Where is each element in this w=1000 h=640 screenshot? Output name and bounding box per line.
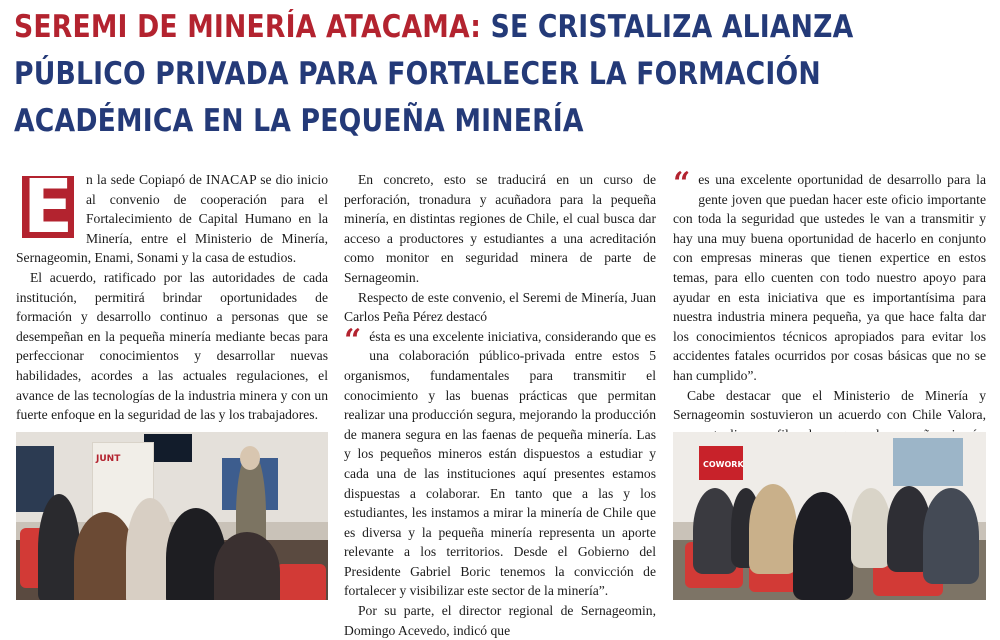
paragraph-chile-valora: Cabe destacar que el Ministerio de Minería y Sernageomin sostuvieron un acuerdo con Chile Valora, [673,387,986,423]
paragraph-intro: n la sede Copiapó de INACAP se dio inicio al convenio de cooperación para el Fortalecimiento de Capital Humano en la Minería, entre el Ministerio de Minería, Sernageomin, Enami, Sonami y la casa de estudios. [16,172,328,266]
photo2-sign-text: COWORK [703,460,744,469]
headline-blue-part: SE CRISTALIZA ALIANZA PÚBLICO PRIVADA PARA FORTALECER LA FORMACIÓN ACADÉMICA EN LA PEQUEÑA MINERÍA [14,9,854,139]
article-headline [14,4,986,145]
photo1-banner-text: JUNT [96,454,121,464]
drop-cap: E [22,176,74,238]
article-column-1 [16,170,328,425]
sernageomin-quote [673,166,986,386]
article-column-3 [673,166,986,464]
paragraph-course: En concreto, esto se traducirá en un curso de perforación, tronadura y acuñadora para la pequeña minería, en distintas regiones de Chile, el cual busca dar acceso a productores y estudiantes a una acreditación como monitor en seguridad minera de parte de Sernageomin. [344,172,656,285]
paragraph-sernageomin-intro: Por su parte, el director regional de Sernageomin, Domingo Acevedo, indicó que [344,603,656,638]
headline-red-part: SEREMI DE MINERÍA ATACAMA: [14,9,482,45]
quote-mark-icon: “ [673,166,691,201]
article-column-2 [344,170,656,640]
paragraph-agreement: El acuerdo, ratificado por las autoridades de cada institución, permitirá brindar oportunidades de formación y desarrollo continuo a personas que se desempeñan en la pequeña minería mediante becas para perfeccionar conocimientos y desarrollar nuevas habilidades, acordes a las actuales regulaciones, el avance de las tecnologías de la industria minera y con un fuerte enfoque en la seguridad de las y los trabajadores. [16,269,328,423]
seremi-quote-text: ésta es una excelente iniciativa, considerando que es una colaboración público-privada entre estos 5 organismos, fundamentales para transmitir el conocimiento y las buenas prácticas que permitan realizar una producción segura, mejorando la producción de manera segura en las faenas de pequeña minería. Las y los pequeños mineros están dispuestos a estudiar y cada una de las instituciones aquí presentes estamos dispuestas a colaborar. En tanto que a las y los estudiantes, les instamos a mirar la minería de Chile que es diversa y la pequeña minería representa un aporte relevante a los territorios. Desde el Gobierno del Presidente Gabriel Boric tenemos la convicción de fortalecer y visibilizar este sector de la minería”. [344,328,656,599]
sernageomin-quote-text: es una excelente oportunidad de desarrollo para la gente joven que puedan hacer este oficio importante con toda la seguridad que ustedes le van a transmitir y hay una muy buena oportunidad de hacerlo en conjunto con empresas mineras que tienen expertice en estos temas, para ello cuenten con todo nuestro apoyo para ayudar en esta iniciativa que es importantísima para nuestra industria minera pequeña, ya que hace falta dar los conocimientos técnicos apropiados para evitar los accidentes fatales ocurridos por cosas básicas que no se han cumplido”. [673,172,986,383]
photo-audience [673,432,986,600]
quote-mark-icon: “ [344,322,362,358]
paragraph-seremi-intro: Respecto de este convenio, el Seremi de Minería, Juan Carlos Peña Pérez destacó [344,289,656,325]
seremi-quote [344,322,656,601]
photo-presentation [16,432,328,600]
